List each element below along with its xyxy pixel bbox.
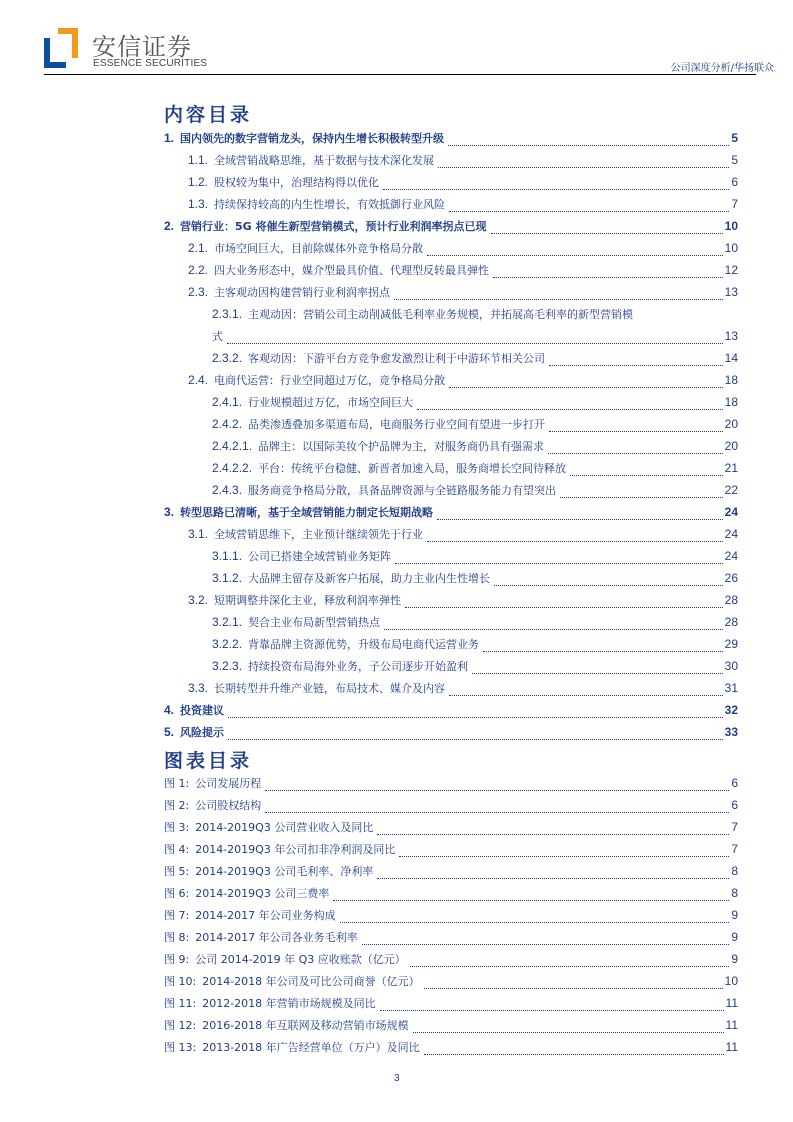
dot-leader bbox=[333, 900, 729, 901]
dot-leader bbox=[437, 519, 723, 520]
figure-entry[interactable] bbox=[164, 863, 738, 885]
toc-entry-label bbox=[212, 416, 547, 432]
figure-entry-label bbox=[164, 863, 375, 879]
toc-entry-label bbox=[188, 526, 425, 542]
logo-english-name: ESSENCE SECURITIES bbox=[93, 58, 208, 69]
toc-entry-number: 3.3. bbox=[188, 681, 209, 695]
toc-entry-page: 20 bbox=[724, 439, 738, 453]
figure-entry-label bbox=[164, 973, 422, 989]
dot-leader bbox=[494, 585, 723, 586]
toc-entry-text: 服务商竞争格局分散，具备品牌资源与全链路服务能力有望突出 bbox=[248, 484, 557, 497]
toc-entry-page: 24 bbox=[724, 505, 738, 519]
figure-number: 图 9: bbox=[164, 953, 190, 966]
figure-entry-label bbox=[164, 1017, 411, 1033]
toc-entry-page: 10 bbox=[724, 219, 738, 233]
toc-entry-label bbox=[188, 196, 447, 212]
toc-entry[interactable] bbox=[164, 482, 738, 504]
toc-entry-label bbox=[212, 394, 415, 410]
essence-logo-icon bbox=[44, 28, 78, 68]
figure-entry[interactable] bbox=[164, 1017, 738, 1039]
toc-entry[interactable] bbox=[164, 196, 738, 218]
toc-entry-page: 18 bbox=[724, 395, 738, 409]
figure-number: 图 3: bbox=[164, 821, 190, 834]
figure-entry[interactable] bbox=[164, 885, 738, 907]
dot-leader bbox=[438, 167, 729, 168]
figure-entry[interactable] bbox=[164, 929, 738, 951]
figure-number: 图 6: bbox=[164, 887, 190, 900]
toc-entry-number: 2.4. bbox=[188, 373, 209, 387]
dot-leader bbox=[417, 409, 723, 410]
toc-entry-text: 持续投资布局海外业务，子公司逐步开始盈利 bbox=[248, 660, 469, 673]
toc-entry-page: 28 bbox=[724, 615, 738, 629]
toc-entry-label bbox=[188, 680, 447, 696]
toc-entry-text: 投资建议 bbox=[180, 704, 225, 717]
toc-entry[interactable] bbox=[164, 658, 738, 680]
toc-entry[interactable] bbox=[164, 240, 738, 262]
toc-entry[interactable] bbox=[164, 548, 738, 570]
toc-entry[interactable] bbox=[164, 152, 738, 174]
toc-entry[interactable] bbox=[164, 614, 738, 636]
dot-leader bbox=[227, 343, 723, 344]
toc-entry[interactable] bbox=[164, 262, 738, 284]
toc-entry-page: 30 bbox=[724, 659, 738, 673]
toc-entry-number: 3.1.2. bbox=[212, 571, 243, 585]
toc-entry-number: 4. bbox=[164, 703, 175, 717]
figure-entry-page: 9 bbox=[731, 908, 738, 922]
toc-entry-text-continued: 式 bbox=[212, 330, 223, 343]
toc-entry-label bbox=[212, 460, 568, 476]
toc-entry-text: 营销行业：5G 将催生新型营销模式，预计行业利润率拐点已现 bbox=[180, 220, 487, 233]
toc-entry-number: 3.2.1. bbox=[212, 615, 243, 629]
toc-entry-label bbox=[212, 482, 558, 498]
figure-number: 图 7: bbox=[164, 909, 190, 922]
dot-leader bbox=[548, 453, 723, 454]
dot-leader bbox=[399, 856, 729, 857]
toc-entry-page: 32 bbox=[724, 703, 738, 717]
toc-entry-page: 13 bbox=[724, 329, 738, 343]
toc-entry-text: 主观动因：营销公司主动削减低毛利率业务规模，并拓展高毛利率的新型营销模 bbox=[248, 308, 634, 321]
toc-entry-number: 2.4.2.2. bbox=[212, 461, 253, 475]
toc-entry[interactable] bbox=[164, 636, 738, 658]
toc-entry-number: 3.2.3. bbox=[212, 659, 243, 673]
figure-entry-label bbox=[164, 819, 375, 835]
toc-entry-text: 大品牌主留存及新客户拓展，助力主业内生性增长 bbox=[248, 572, 491, 585]
toc-entry-text: 品牌主：以国际美妆个护品牌为主，对服务商仍具有强需求 bbox=[258, 440, 545, 453]
toc-entry-label bbox=[188, 262, 491, 278]
toc-entry-text: 客观动因：下游平台方竞争愈发激烈让利于中游环节相关公司 bbox=[248, 352, 546, 365]
dot-leader bbox=[395, 563, 723, 564]
dot-leader bbox=[549, 431, 723, 432]
figure-title: 2014-2018 年公司及可比公司商誉（亿元） bbox=[202, 975, 420, 988]
figure-title: 2014-2019Q3 公司营业收入及同比 bbox=[195, 821, 374, 834]
toc-entry[interactable] bbox=[164, 350, 738, 372]
dot-leader bbox=[413, 1032, 724, 1033]
dot-leader bbox=[448, 145, 729, 146]
toc-entry-number: 2.2. bbox=[188, 263, 209, 277]
toc-entry-page: 7 bbox=[731, 197, 738, 211]
toc-entry-number: 1.2. bbox=[188, 175, 209, 189]
dot-leader bbox=[549, 365, 723, 366]
toc-entry-page: 24 bbox=[724, 549, 738, 563]
dot-leader bbox=[265, 812, 729, 813]
figure-entry-page: 7 bbox=[731, 820, 738, 834]
dot-leader bbox=[380, 1010, 724, 1011]
toc-entry[interactable] bbox=[164, 526, 738, 548]
toc-entry-page: 14 bbox=[724, 351, 738, 365]
figure-number: 图 2: bbox=[164, 799, 190, 812]
toc-entry-label bbox=[164, 702, 226, 718]
figure-entry[interactable] bbox=[164, 951, 738, 973]
figure-entry[interactable] bbox=[164, 973, 738, 995]
figure-entry-page: 9 bbox=[731, 930, 738, 944]
toc-entry-number: 2. bbox=[164, 219, 175, 233]
figure-number: 图 8: bbox=[164, 931, 190, 944]
figure-entry-page: 11 bbox=[725, 1018, 738, 1032]
figure-entry-page: 8 bbox=[731, 864, 738, 878]
toc-entry[interactable] bbox=[164, 372, 738, 394]
figure-number: 图 13: bbox=[164, 1041, 197, 1054]
toc-entry[interactable] bbox=[164, 724, 738, 746]
dot-leader bbox=[427, 541, 723, 542]
figure-title: 2013-2018 年广告经营单位（万户）及同比 bbox=[202, 1041, 420, 1054]
figure-entry[interactable] bbox=[164, 1039, 738, 1061]
toc-entry-label bbox=[164, 724, 226, 740]
toc-entry-text: 品类渗透叠加多渠道布局，电商服务行业空间有望进一步打开 bbox=[248, 418, 546, 431]
dot-leader bbox=[491, 233, 723, 234]
figure-entry-page: 6 bbox=[731, 776, 738, 790]
dot-leader bbox=[394, 299, 723, 300]
toc-entry-number: 3.2. bbox=[188, 593, 209, 607]
dot-leader bbox=[228, 717, 723, 718]
dot-leader bbox=[560, 497, 723, 498]
figure-title: 2014-2017 年公司业务构成 bbox=[195, 909, 336, 922]
toc-entry-label bbox=[212, 636, 481, 652]
toc-entry-number: 2.3. bbox=[188, 285, 209, 299]
toc-entry-number: 2.4.3. bbox=[212, 483, 243, 497]
toc-entry-number: 1.1. bbox=[188, 153, 209, 167]
figure-entry-label bbox=[164, 885, 331, 901]
toc-entry[interactable] bbox=[164, 680, 738, 702]
figure-entry-label bbox=[164, 929, 360, 945]
toc-entry-text: 持续保持较高的内生性增长，有效抵御行业风险 bbox=[214, 198, 446, 211]
toc-entry[interactable] bbox=[164, 174, 738, 196]
toc-entry-label bbox=[164, 130, 446, 146]
toc-entry[interactable] bbox=[164, 504, 738, 526]
toc-entry-page: 28 bbox=[724, 593, 738, 607]
toc-entry[interactable] bbox=[164, 438, 738, 460]
dot-leader bbox=[472, 673, 723, 674]
toc-entry[interactable] bbox=[164, 394, 738, 416]
toc-title: 内容目录 bbox=[164, 104, 253, 126]
toc-entry-page: 12 bbox=[724, 263, 738, 277]
figure-entry-page: 9 bbox=[731, 952, 738, 966]
dot-leader bbox=[265, 790, 729, 791]
toc-entry-page: 21 bbox=[724, 461, 738, 475]
logo-chinese-name: 安信证券 bbox=[92, 33, 192, 61]
toc-entry-page: 24 bbox=[724, 527, 738, 541]
figure-entry[interactable] bbox=[164, 819, 738, 841]
toc-entry-page: 29 bbox=[724, 637, 738, 651]
toc-entry-page: 10 bbox=[724, 241, 738, 255]
toc-entry-text: 四大业务形态中，媒介型最具价值、代理型反转最具弹性 bbox=[214, 264, 490, 277]
dot-leader bbox=[493, 277, 723, 278]
toc-entry-label bbox=[212, 614, 382, 630]
toc-entry-page: 18 bbox=[724, 373, 738, 387]
toc-entry[interactable] bbox=[164, 306, 738, 350]
toc-entry-label bbox=[188, 174, 381, 190]
toc-entry[interactable] bbox=[164, 592, 738, 614]
toc-entry-text: 股权较为集中，治理结构得以优化 bbox=[214, 176, 380, 189]
toc-entry-text: 电商代运营：行业空间超过万亿，竞争格局分散 bbox=[214, 374, 446, 387]
figure-title: 2014-2019Q3 公司毛利率、净利率 bbox=[195, 865, 374, 878]
figure-entry-label bbox=[164, 775, 263, 791]
toc-entry-text: 主客观动因构建营销行业利润率拐点 bbox=[214, 286, 391, 299]
figure-number: 图 10: bbox=[164, 975, 197, 988]
toc-entry-number: 2.3.1. bbox=[212, 307, 243, 321]
toc-entry-text: 公司已搭建全域营销业务矩阵 bbox=[248, 550, 392, 563]
dot-leader bbox=[449, 211, 729, 212]
dot-leader bbox=[424, 988, 723, 989]
toc-entry-page: 5 bbox=[731, 131, 738, 145]
figure-number: 图 11: bbox=[164, 997, 197, 1010]
figure-number: 图 1: bbox=[164, 777, 190, 790]
toc-entry-page: 22 bbox=[724, 483, 738, 497]
toc-entry-number: 3.1.1. bbox=[212, 549, 243, 563]
figure-entry-label bbox=[164, 797, 263, 813]
toc-entry-page: 6 bbox=[731, 175, 738, 189]
figure-entry[interactable] bbox=[164, 841, 738, 863]
dot-leader bbox=[427, 255, 723, 256]
figure-title: 公司发展历程 bbox=[195, 777, 262, 790]
figure-title: 2014-2019Q3 年公司扣非净利润及同比 bbox=[195, 843, 396, 856]
toc-entry-text: 全域营销思维下，主业预计继续领先于行业 bbox=[214, 528, 424, 541]
toc-entry[interactable] bbox=[164, 284, 738, 306]
toc-entry-label bbox=[212, 438, 546, 454]
figure-title: 2012-2018 年营销市场规模及同比 bbox=[202, 997, 376, 1010]
toc-entry-text: 平台：传统平台稳健、新晋者加速入局，服务商增长空间待释放 bbox=[258, 462, 567, 475]
dot-leader bbox=[410, 966, 730, 967]
header-divider bbox=[44, 74, 756, 75]
list-of-figures bbox=[164, 775, 738, 1061]
toc-entry-number: 3.1. bbox=[188, 527, 209, 541]
figure-entry-label bbox=[164, 841, 397, 857]
dot-leader bbox=[383, 189, 729, 190]
dot-leader bbox=[377, 878, 729, 879]
toc-entry-label bbox=[212, 350, 547, 366]
figure-title: 公司股权结构 bbox=[195, 799, 262, 812]
dot-leader bbox=[228, 739, 723, 740]
figure-number: 图 4: bbox=[164, 843, 190, 856]
figure-title: 2016-2018 年互联网及移动营销市场规模 bbox=[202, 1019, 409, 1032]
figure-entry-page: 11 bbox=[725, 996, 738, 1010]
toc-entry-label bbox=[212, 548, 393, 564]
toc-entry-number: 5. bbox=[164, 725, 175, 739]
toc-entry[interactable] bbox=[164, 218, 738, 240]
toc-entry-label bbox=[212, 658, 470, 674]
toc-entry-number: 2.1. bbox=[188, 241, 209, 255]
toc-entry-number: 1. bbox=[164, 131, 175, 145]
toc-entry-label bbox=[188, 592, 403, 608]
toc-entry-number: 2.4.2. bbox=[212, 417, 243, 431]
table-of-contents bbox=[164, 130, 738, 746]
toc-entry-text: 契合主业布局新型营销热点 bbox=[248, 616, 381, 629]
dot-leader bbox=[449, 387, 723, 388]
figure-entry-label bbox=[164, 951, 408, 967]
dot-leader bbox=[570, 475, 723, 476]
toc-entry-text: 转型思路已清晰，基于全域营销能力制定长短期战略 bbox=[180, 506, 434, 519]
figure-entry-page: 10 bbox=[724, 974, 738, 988]
figure-entry-page: 7 bbox=[731, 842, 738, 856]
toc-entry[interactable] bbox=[164, 130, 738, 152]
figure-number: 图 12: bbox=[164, 1019, 197, 1032]
toc-entry-text: 背靠品牌主资源优势，升级布局电商代运营业务 bbox=[248, 638, 480, 651]
figure-number: 图 5: bbox=[164, 865, 190, 878]
toc-entry-label bbox=[164, 218, 489, 234]
toc-entry-number: 3. bbox=[164, 505, 175, 519]
toc-entry-text: 行业规模超过万亿，市场空间巨大 bbox=[248, 396, 414, 409]
toc-entry-number: 2.3.2. bbox=[212, 351, 243, 365]
figure-entry[interactable] bbox=[164, 797, 738, 819]
dot-leader bbox=[384, 629, 723, 630]
figure-entry-label bbox=[164, 1039, 422, 1055]
dot-leader bbox=[405, 607, 723, 608]
toc-entry-text: 市场空间巨大，目前除媒体外竞争格局分散 bbox=[214, 242, 424, 255]
figure-entry[interactable] bbox=[164, 775, 738, 797]
figures-title: 图表目录 bbox=[164, 750, 253, 772]
figure-entry-page: 8 bbox=[731, 886, 738, 900]
figure-title: 2014-2017 年公司各业务毛利率 bbox=[195, 931, 358, 944]
toc-entry-number: 2.4.2.1. bbox=[212, 439, 253, 453]
toc-entry-text: 国内领先的数字营销龙头，保持内生增长积极转型升级 bbox=[180, 132, 445, 145]
report-type-label: 公司深度分析/华扬联众 bbox=[670, 63, 774, 74]
dot-leader bbox=[424, 1054, 724, 1055]
figure-entry-label bbox=[164, 995, 378, 1011]
dot-leader bbox=[449, 695, 723, 696]
toc-entry-label bbox=[212, 570, 492, 586]
toc-entry[interactable] bbox=[164, 416, 738, 438]
toc-entry-label bbox=[188, 372, 447, 388]
toc-entry-page: 33 bbox=[724, 725, 738, 739]
toc-entry-page: 20 bbox=[724, 417, 738, 431]
toc-entry[interactable] bbox=[164, 570, 738, 592]
toc-entry-page: 26 bbox=[724, 571, 738, 585]
toc-entry-text: 全域营销战略思维，基于数据与技术深化发展 bbox=[214, 154, 435, 167]
figure-title: 2014-2019Q3 公司三费率 bbox=[195, 887, 330, 900]
toc-entry-text: 短期调整并深化主业，释放利润率弹性 bbox=[214, 594, 402, 607]
dot-leader bbox=[483, 651, 723, 652]
toc-entry-number: 3.2.2. bbox=[212, 637, 243, 651]
toc-entry[interactable] bbox=[164, 460, 738, 482]
dot-leader bbox=[377, 834, 729, 835]
dot-leader bbox=[362, 944, 730, 945]
toc-entry-label bbox=[164, 504, 435, 520]
figure-entry[interactable] bbox=[164, 995, 738, 1017]
dot-leader bbox=[340, 922, 730, 923]
toc-entry-text: 长期转型并升维产业链，布局技术、媒介及内容 bbox=[214, 682, 446, 695]
figure-entry-label bbox=[164, 907, 338, 923]
toc-entry-page: 31 bbox=[724, 681, 738, 695]
figure-entry-page: 11 bbox=[725, 1040, 738, 1054]
page-header bbox=[44, 25, 780, 77]
toc-entry-text: 风险提示 bbox=[180, 726, 225, 739]
figure-title: 公司 2014-2019 年 Q3 应收账款（亿元） bbox=[195, 953, 406, 966]
toc-entry-label bbox=[188, 152, 436, 168]
toc-entry-page: 5 bbox=[731, 153, 738, 167]
toc-entry-label bbox=[188, 284, 392, 300]
toc-entry-number: 1.3. bbox=[188, 197, 209, 211]
toc-entry-label bbox=[188, 240, 425, 256]
toc-entry-page: 13 bbox=[724, 285, 738, 299]
toc-entry-number: 2.4.1. bbox=[212, 395, 243, 409]
figure-entry[interactable] bbox=[164, 907, 738, 929]
page-number: 3 bbox=[394, 1073, 400, 1084]
figure-entry-page: 6 bbox=[731, 798, 738, 812]
toc-entry[interactable] bbox=[164, 702, 738, 724]
